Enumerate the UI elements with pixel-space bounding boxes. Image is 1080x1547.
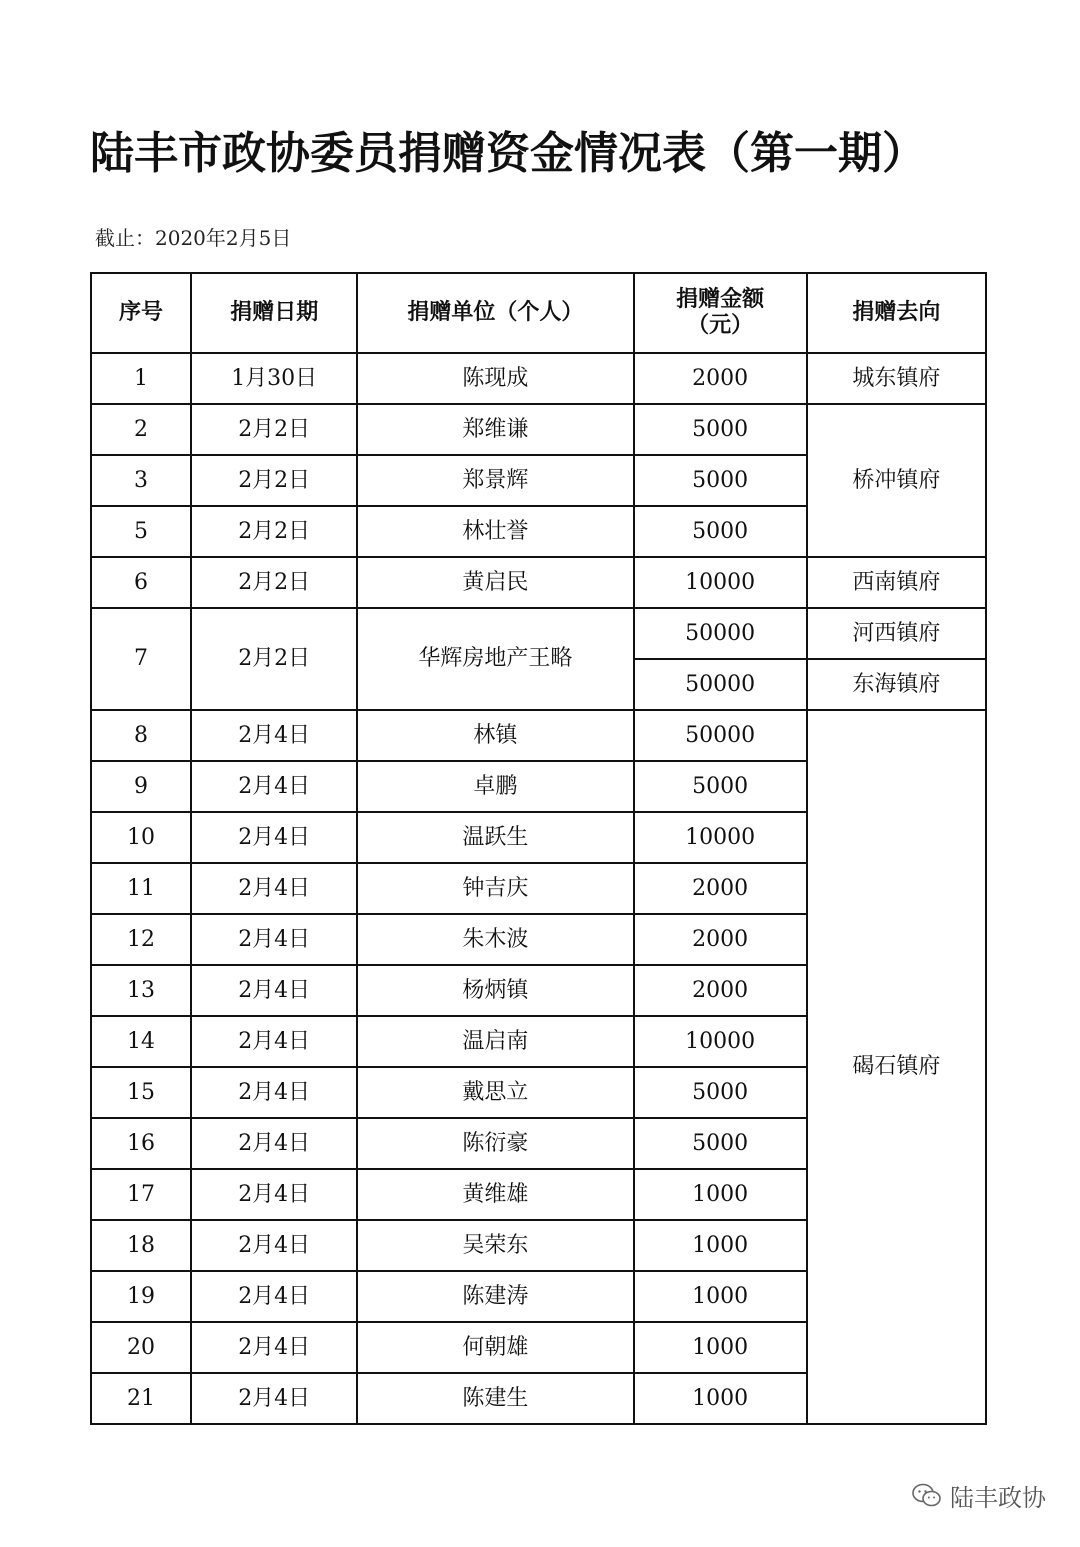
cell-donor: 华辉房地产王略 — [357, 608, 633, 710]
donation-table — [90, 272, 987, 1425]
header-destination: 捐赠去向 — [807, 273, 986, 353]
cell-donor: 杨炳镇 — [357, 965, 633, 1016]
cell-amount: 10000 — [634, 1016, 807, 1067]
watermark-text: 陆丰政协 — [950, 1484, 1046, 1512]
cell-donor: 温跃生 — [357, 812, 633, 863]
cell-date: 2月4日 — [191, 1373, 357, 1424]
cell-date: 2月4日 — [191, 1271, 357, 1322]
cell-seq: 20 — [91, 1322, 191, 1373]
cell-donor: 陈现成 — [357, 353, 633, 404]
cell-amount: 2000 — [634, 353, 807, 404]
cell-amount: 5000 — [634, 1067, 807, 1118]
cell-seq: 15 — [91, 1067, 191, 1118]
cell-date: 1月30日 — [191, 353, 357, 404]
cell-date: 2月4日 — [191, 914, 357, 965]
cell-amount: 5000 — [634, 455, 807, 506]
page-title: 陆丰市政协委员捐赠资金情况表（第一期） — [90, 128, 926, 179]
cell-amount: 1000 — [634, 1373, 807, 1424]
cell-seq: 5 — [91, 506, 191, 557]
cell-amount: 10000 — [634, 812, 807, 863]
cell-date: 2月4日 — [191, 1220, 357, 1271]
cell-seq: 10 — [91, 812, 191, 863]
cell-donor: 陈衍豪 — [357, 1118, 633, 1169]
cell-amount: 5000 — [634, 506, 807, 557]
cell-date: 2月2日 — [191, 404, 357, 455]
cell-amount: 50000 — [634, 659, 807, 710]
cell-seq: 1 — [91, 353, 191, 404]
cell-donor: 钟吉庆 — [357, 863, 633, 914]
cell-donor: 郑维谦 — [357, 404, 633, 455]
cell-donor: 黄维雄 — [357, 1169, 633, 1220]
cell-amount: 1000 — [634, 1220, 807, 1271]
cell-seq: 14 — [91, 1016, 191, 1067]
cell-seq: 12 — [91, 914, 191, 965]
cell-amount: 50000 — [634, 608, 807, 659]
cell-date: 2月4日 — [191, 863, 357, 914]
cell-destination: 碣石镇府 — [807, 710, 986, 1424]
header-donor: 捐赠单位（个人） — [357, 273, 633, 353]
cell-date: 2月4日 — [191, 812, 357, 863]
cell-amount: 1000 — [634, 1322, 807, 1373]
cell-date: 2月4日 — [191, 1016, 357, 1067]
cell-seq: 18 — [91, 1220, 191, 1271]
table-row — [91, 710, 986, 761]
cell-destination: 河西镇府 — [807, 608, 986, 659]
cell-destination: 城东镇府 — [807, 353, 986, 404]
cell-donor: 郑景辉 — [357, 455, 633, 506]
cell-donor: 朱木波 — [357, 914, 633, 965]
table-row — [91, 353, 986, 404]
as-of-date: 截止：2020年2月5日 — [95, 226, 292, 250]
cell-date: 2月4日 — [191, 710, 357, 761]
cell-seq: 11 — [91, 863, 191, 914]
cell-donor: 林镇 — [357, 710, 633, 761]
wechat-icon — [912, 1483, 942, 1509]
cell-donor: 何朝雄 — [357, 1322, 633, 1373]
cell-seq: 8 — [91, 710, 191, 761]
header-amount: 捐赠金额 （元） — [634, 273, 807, 353]
cell-date: 2月4日 — [191, 1118, 357, 1169]
cell-amount: 2000 — [634, 965, 807, 1016]
cell-destination: 桥冲镇府 — [807, 404, 986, 557]
cell-donor: 吴荣东 — [357, 1220, 633, 1271]
cell-destination: 西南镇府 — [807, 557, 986, 608]
cell-donor: 陈建涛 — [357, 1271, 633, 1322]
table-row — [91, 404, 986, 455]
cell-donor: 戴思立 — [357, 1067, 633, 1118]
cell-donor: 温启南 — [357, 1016, 633, 1067]
cell-amount: 5000 — [634, 404, 807, 455]
cell-donor: 黄启民 — [357, 557, 633, 608]
cell-amount: 2000 — [634, 914, 807, 965]
cell-amount: 2000 — [634, 863, 807, 914]
table-row — [91, 608, 986, 659]
cell-seq: 13 — [91, 965, 191, 1016]
cell-seq: 16 — [91, 1118, 191, 1169]
cell-date: 2月2日 — [191, 608, 357, 710]
cell-date: 2月4日 — [191, 1169, 357, 1220]
cell-date: 2月2日 — [191, 455, 357, 506]
table-header-row — [91, 273, 986, 353]
cell-seq: 2 — [91, 404, 191, 455]
cell-date: 2月4日 — [191, 1322, 357, 1373]
cell-seq: 19 — [91, 1271, 191, 1322]
header-date: 捐赠日期 — [191, 273, 357, 353]
header-seq: 序号 — [91, 273, 191, 353]
cell-amount: 10000 — [634, 557, 807, 608]
cell-seq: 17 — [91, 1169, 191, 1220]
cell-date: 2月4日 — [191, 965, 357, 1016]
cell-destination: 东海镇府 — [807, 659, 986, 710]
cell-date: 2月4日 — [191, 1067, 357, 1118]
cell-amount: 5000 — [634, 1118, 807, 1169]
cell-date: 2月2日 — [191, 557, 357, 608]
cell-amount: 1000 — [634, 1271, 807, 1322]
cell-seq: 9 — [91, 761, 191, 812]
cell-date: 2月4日 — [191, 761, 357, 812]
source-watermark — [912, 1478, 1046, 1513]
table-row — [91, 557, 986, 608]
cell-seq: 21 — [91, 1373, 191, 1424]
cell-seq: 3 — [91, 455, 191, 506]
cell-amount: 1000 — [634, 1169, 807, 1220]
cell-donor: 卓鹏 — [357, 761, 633, 812]
cell-donor: 陈建生 — [357, 1373, 633, 1424]
cell-donor: 林壮誉 — [357, 506, 633, 557]
cell-amount: 5000 — [634, 761, 807, 812]
cell-seq: 7 — [91, 608, 191, 710]
cell-amount: 50000 — [634, 710, 807, 761]
cell-date: 2月2日 — [191, 506, 357, 557]
cell-seq: 6 — [91, 557, 191, 608]
